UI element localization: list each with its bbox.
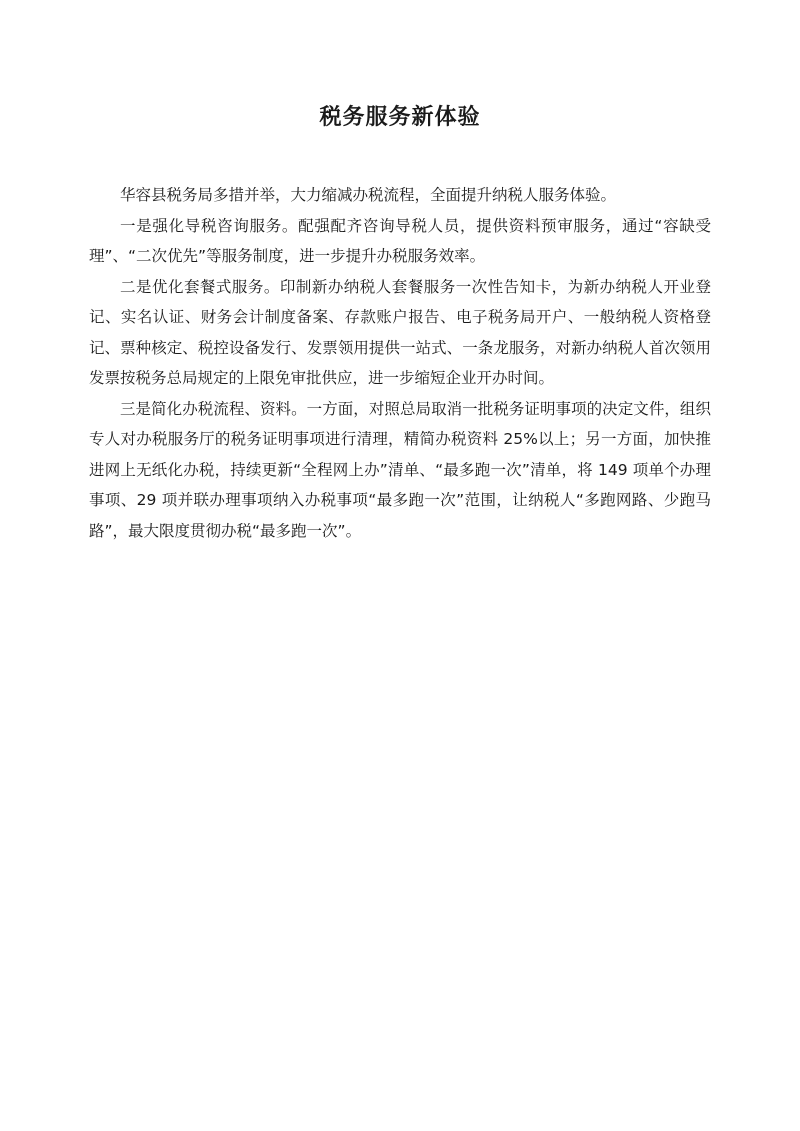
paragraph-intro: 华容县税务局多措并举，大力缩减办税流程，全面提升纳税人服务体验。 [120,186,617,204]
document-title: 税务服务新体验 [319,105,481,130]
paragraph-package-service: 二是优化套餐式服务。印制新办纳税人套餐服务一次性告知卡，为新办纳税人开业登记、实名认证、财务会计制度备案、存款账户报告、电子税务局开户、一般纳税人资格登记、票种核定、税控设备发行、发票领用提供一站式、一条龙服务，对新办纳税人首次领用发票按税务总局规定的上限免审批供应，进一步缩短企业开办时间。 [89,277,711,387]
document-body [89,180,711,546]
paragraph-simplified-process: 三是简化办税流程、资料。一方面，对照总局取消一批税务证明事项的决定文件，组织专人对办税服务厅的税务证明事项进行清理，精简办税资料 25%以上；另一方面，加快推进网上无纸化办税，持续更新“全程网上办”清单、“最多跑一次”清单，将 149 项单个办理事项、29 项并联办理事项纳入办税事项“最多跑一次”范围，让纳税人“多跑网路、少跑马路”，最大限度贯彻办税“最多跑一次”。 [89,399,711,540]
paragraph-guidance-service: 一是强化导税咨询服务。配强配齐咨询导税人员，提供资料预审服务，通过“容缺受理”、“二次优先”等服务制度，进一步提升办税服务效率。 [89,216,711,265]
